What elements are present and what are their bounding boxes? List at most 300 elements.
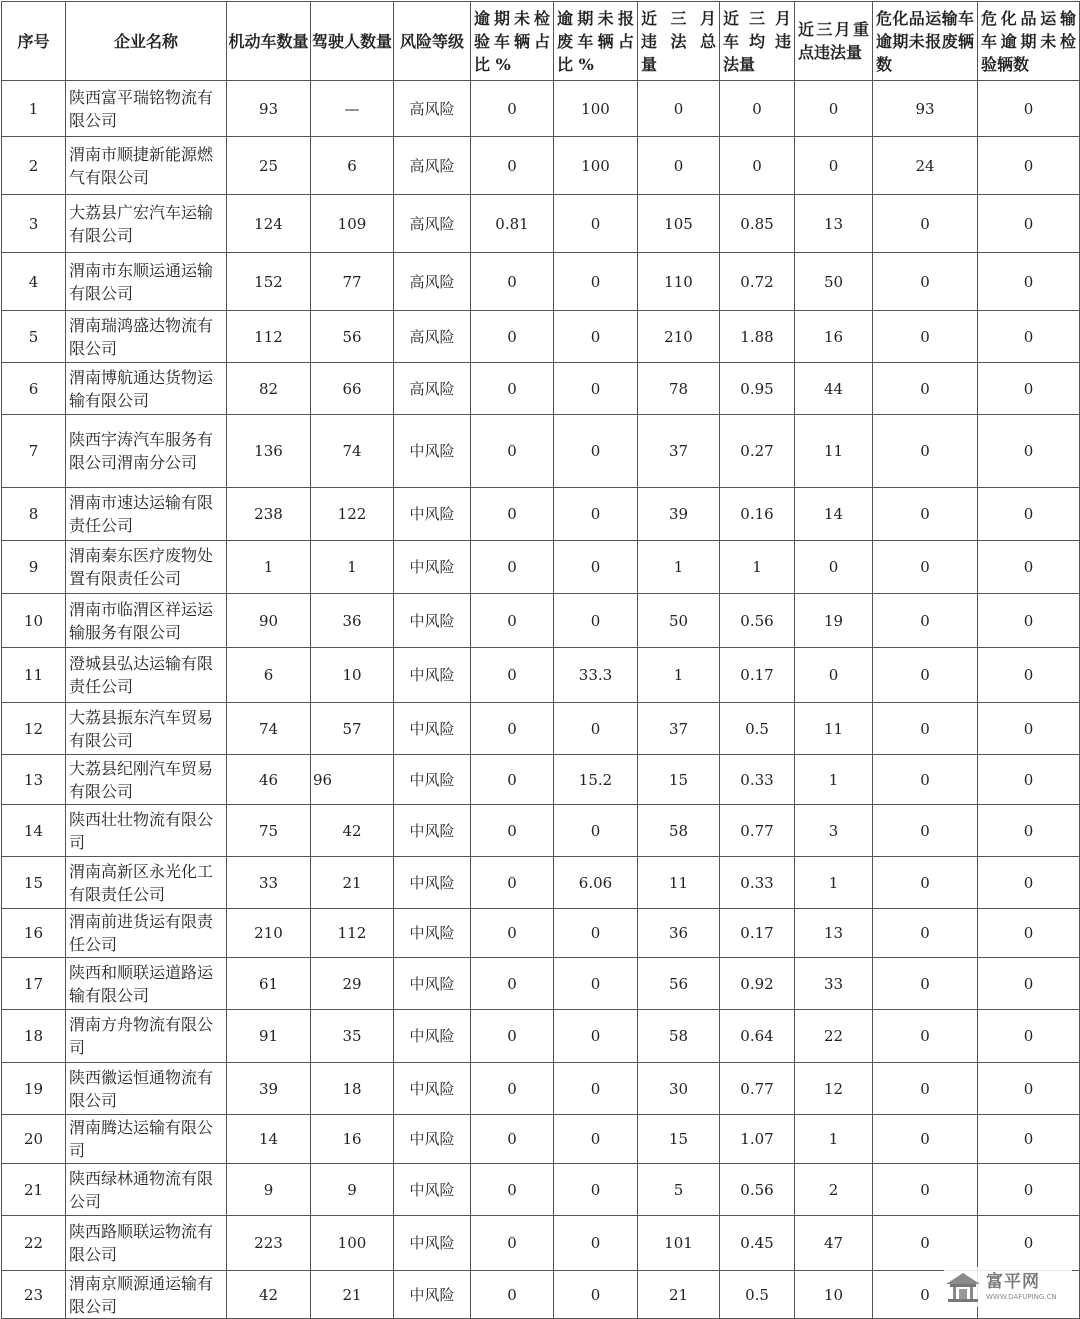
row-index-cell: 20	[2, 1115, 66, 1164]
data-cell: 中风险	[394, 857, 471, 909]
data-cell: 29	[311, 958, 394, 1010]
data-cell: 0	[471, 594, 554, 648]
data-cell: 0.5	[720, 703, 795, 755]
data-cell: 77	[311, 253, 394, 311]
data-cell: 0.77	[720, 805, 795, 857]
data-cell: 中风险	[394, 755, 471, 805]
company-name-cell: 渭南京顺源通运输有限公司	[66, 1271, 227, 1319]
data-cell: 0.56	[720, 1164, 795, 1216]
data-cell: 0.45	[720, 1216, 795, 1271]
data-cell: 0	[978, 909, 1080, 958]
data-cell: 0	[471, 857, 554, 909]
row-index-cell: 14	[2, 805, 66, 857]
data-cell: 0	[471, 311, 554, 363]
data-cell: 1	[638, 648, 720, 703]
data-cell: 1	[227, 541, 311, 594]
data-cell: 0	[554, 253, 638, 311]
table-row	[2, 195, 1080, 253]
col-header: 风险等级	[394, 2, 471, 81]
row-index-cell: 2	[2, 137, 66, 195]
data-cell: 0	[873, 488, 978, 541]
data-cell: 中风险	[394, 1010, 471, 1063]
data-cell: 0	[873, 311, 978, 363]
data-cell: 16	[311, 1115, 394, 1164]
data-cell: 中风险	[394, 594, 471, 648]
data-cell: 0	[873, 857, 978, 909]
company-name-cell: 渭南市东顺运通运输有限公司	[66, 253, 227, 311]
data-cell: 136	[227, 415, 311, 488]
data-cell: 0	[554, 594, 638, 648]
data-cell: 0	[873, 755, 978, 805]
data-cell: 37	[638, 703, 720, 755]
col-header: 驾驶人数量	[311, 2, 394, 81]
company-name-cell: 渭南市顺捷新能源燃气有限公司	[66, 137, 227, 195]
data-cell: 96	[311, 755, 394, 805]
data-cell: 61	[227, 958, 311, 1010]
table-row	[2, 594, 1080, 648]
data-cell: 11	[795, 703, 873, 755]
data-cell: 0	[554, 311, 638, 363]
data-cell: 90	[227, 594, 311, 648]
data-cell: 122	[311, 488, 394, 541]
data-cell: 0	[873, 363, 978, 415]
data-cell: 9	[227, 1164, 311, 1216]
data-cell: 0	[471, 415, 554, 488]
data-cell: 82	[227, 363, 311, 415]
row-index-cell: 12	[2, 703, 66, 755]
data-cell: 0	[978, 1115, 1080, 1164]
col-header: 逾期未报废车辆占比 %	[554, 2, 638, 81]
data-cell: 中风险	[394, 488, 471, 541]
table-row	[2, 415, 1080, 488]
table-row	[2, 755, 1080, 805]
data-cell: 0	[873, 1115, 978, 1164]
data-cell: 0.64	[720, 1010, 795, 1063]
data-cell: 中风险	[394, 648, 471, 703]
table-row	[2, 909, 1080, 958]
data-cell: 58	[638, 805, 720, 857]
data-cell: 0.33	[720, 857, 795, 909]
data-cell: 0	[978, 805, 1080, 857]
data-cell: 223	[227, 1216, 311, 1271]
data-cell: 0	[978, 755, 1080, 805]
data-cell: 6	[311, 137, 394, 195]
data-cell: 0	[795, 137, 873, 195]
data-cell: 0	[978, 488, 1080, 541]
data-cell: 47	[795, 1216, 873, 1271]
data-cell: 0.33	[720, 755, 795, 805]
data-cell: 50	[638, 594, 720, 648]
data-cell: 15	[638, 1115, 720, 1164]
watermark-url: WWW.DAFUPING.CN	[986, 1293, 1057, 1301]
data-cell: 56	[638, 958, 720, 1010]
data-cell: 39	[227, 1063, 311, 1115]
col-header: 近 三 月违 法 总量	[638, 2, 720, 81]
data-cell: 0	[471, 488, 554, 541]
data-cell: 中风险	[394, 1115, 471, 1164]
data-cell: 1	[720, 541, 795, 594]
data-cell: 0	[873, 195, 978, 253]
data-cell: 0	[554, 1010, 638, 1063]
data-cell: 6	[227, 648, 311, 703]
data-cell: 1	[311, 541, 394, 594]
data-cell: 0	[554, 541, 638, 594]
data-cell: 1.07	[720, 1115, 795, 1164]
row-index-cell: 17	[2, 958, 66, 1010]
row-index-cell: 10	[2, 594, 66, 648]
data-cell: 56	[311, 311, 394, 363]
data-cell: 中风险	[394, 909, 471, 958]
company-name-cell: 渭南市速达运输有限责任公司	[66, 488, 227, 541]
data-cell: 0	[471, 1115, 554, 1164]
table-row	[2, 648, 1080, 703]
company-name-cell: 渭南秦东医疗废物处置有限责任公司	[66, 541, 227, 594]
data-cell: 0	[554, 1164, 638, 1216]
data-cell: 0	[471, 81, 554, 137]
data-cell: 0	[471, 1216, 554, 1271]
company-name-cell: 渭南博航通达货物运输有限公司	[66, 363, 227, 415]
company-name-cell: 渭南高新区永光化工有限责任公司	[66, 857, 227, 909]
data-cell: 0.5	[720, 1271, 795, 1319]
data-cell: 0	[978, 1063, 1080, 1115]
row-index-cell: 19	[2, 1063, 66, 1115]
data-cell: 33.3	[554, 648, 638, 703]
data-cell: 24	[873, 137, 978, 195]
data-cell: 高风险	[394, 363, 471, 415]
data-cell: 13	[795, 909, 873, 958]
data-cell: 0	[978, 195, 1080, 253]
company-name-cell: 陕西富平瑞铭物流有限公司	[66, 81, 227, 137]
data-cell: 0	[873, 415, 978, 488]
data-cell: 46	[227, 755, 311, 805]
data-cell: 35	[311, 1010, 394, 1063]
company-name-cell: 陕西徽运恒通物流有限公司	[66, 1063, 227, 1115]
data-cell: 42	[227, 1271, 311, 1319]
data-cell: 22	[795, 1010, 873, 1063]
data-cell: 0	[554, 958, 638, 1010]
row-index-cell: 5	[2, 311, 66, 363]
company-name-cell: 渭南前进货运有限责任公司	[66, 909, 227, 958]
data-cell: 14	[795, 488, 873, 541]
table-row	[2, 1271, 1080, 1319]
table-row	[2, 1164, 1080, 1216]
row-index-cell: 6	[2, 363, 66, 415]
data-cell: 100	[554, 81, 638, 137]
col-header: 机动车数量	[227, 2, 311, 81]
data-cell: 0	[873, 703, 978, 755]
data-cell: 中风险	[394, 703, 471, 755]
data-cell: 0	[471, 909, 554, 958]
data-cell: 9	[311, 1164, 394, 1216]
col-header: 逾期未检验车辆占比 %	[471, 2, 554, 81]
data-cell: 中风险	[394, 1063, 471, 1115]
data-cell: 0	[554, 1063, 638, 1115]
col-header: 企业名称	[66, 2, 227, 81]
data-cell: 75	[227, 805, 311, 857]
data-cell: 238	[227, 488, 311, 541]
data-cell: 中风险	[394, 805, 471, 857]
data-cell: 0	[471, 958, 554, 1010]
table-row	[2, 137, 1080, 195]
watermark-text: 富平网	[986, 1272, 1040, 1292]
watermark	[944, 1267, 1072, 1307]
data-cell: 高风险	[394, 81, 471, 137]
data-cell: 0	[978, 703, 1080, 755]
data-cell: 0	[978, 253, 1080, 311]
data-cell: 91	[227, 1010, 311, 1063]
data-cell: 0	[978, 1164, 1080, 1216]
row-index-cell: 16	[2, 909, 66, 958]
data-cell: 0.56	[720, 594, 795, 648]
data-cell: 0.92	[720, 958, 795, 1010]
data-cell: 0	[873, 1216, 978, 1271]
company-name-cell: 大荔县纪刚汽车贸易有限公司	[66, 755, 227, 805]
table-row	[2, 363, 1080, 415]
data-cell: 1	[795, 857, 873, 909]
data-cell: 0	[978, 648, 1080, 703]
data-cell: 100	[311, 1216, 394, 1271]
data-cell: 中风险	[394, 541, 471, 594]
table-row	[2, 1115, 1080, 1164]
data-cell: 19	[795, 594, 873, 648]
col-header: 序号	[2, 2, 66, 81]
data-cell: 0	[638, 81, 720, 137]
data-cell: 0	[471, 1063, 554, 1115]
data-cell: 高风险	[394, 311, 471, 363]
data-cell: 0.16	[720, 488, 795, 541]
row-index-cell: 21	[2, 1164, 66, 1216]
data-cell: 0	[978, 137, 1080, 195]
data-cell: 0	[471, 363, 554, 415]
data-cell: 0	[554, 703, 638, 755]
data-cell: 0	[554, 1216, 638, 1271]
data-cell: 112	[227, 311, 311, 363]
data-cell: 0	[471, 703, 554, 755]
data-cell: 44	[795, 363, 873, 415]
company-name-cell: 渭南瑞鸿盛达物流有限公司	[66, 311, 227, 363]
data-cell: 0	[873, 541, 978, 594]
data-cell: 0.95	[720, 363, 795, 415]
data-cell: 25	[227, 137, 311, 195]
data-cell: 高风险	[394, 195, 471, 253]
table-row	[2, 1010, 1080, 1063]
data-cell: 21	[311, 857, 394, 909]
row-index-cell: 22	[2, 1216, 66, 1271]
data-cell: 1	[638, 541, 720, 594]
data-cell: 112	[311, 909, 394, 958]
risk-enterprise-table	[1, 1, 1080, 1319]
row-index-cell: 4	[2, 253, 66, 311]
data-cell: 0	[471, 1271, 554, 1319]
data-cell: 0	[873, 648, 978, 703]
data-cell: 50	[795, 253, 873, 311]
data-cell: 0	[471, 1010, 554, 1063]
company-name-cell: 陕西路顺联运物流有限公司	[66, 1216, 227, 1271]
data-cell: 39	[638, 488, 720, 541]
data-cell: 21	[311, 1271, 394, 1319]
data-cell: 105	[638, 195, 720, 253]
data-cell: 0	[978, 311, 1080, 363]
data-cell: 0.77	[720, 1063, 795, 1115]
data-cell: 0	[471, 805, 554, 857]
data-cell: 37	[638, 415, 720, 488]
data-cell: 0.85	[720, 195, 795, 253]
company-name-cell: 陕西和顺联运道路运输有限公司	[66, 958, 227, 1010]
data-cell: 109	[311, 195, 394, 253]
data-cell: 0	[471, 648, 554, 703]
data-cell: 高风险	[394, 137, 471, 195]
data-cell: 0	[978, 857, 1080, 909]
col-header: 危化品运输车逾期未检验辆数	[978, 2, 1080, 81]
row-index-cell: 9	[2, 541, 66, 594]
table-row	[2, 805, 1080, 857]
data-cell: 0	[471, 1164, 554, 1216]
data-cell: 152	[227, 253, 311, 311]
table-body	[2, 81, 1080, 1319]
data-cell: 12	[795, 1063, 873, 1115]
data-cell: 0.72	[720, 253, 795, 311]
data-cell: 0	[554, 1115, 638, 1164]
data-cell: 110	[638, 253, 720, 311]
data-cell: 10	[311, 648, 394, 703]
company-name-cell: 渭南方舟物流有限公司	[66, 1010, 227, 1063]
row-index-cell: 8	[2, 488, 66, 541]
data-cell: 0	[720, 137, 795, 195]
row-index-cell: 7	[2, 415, 66, 488]
data-cell: 42	[311, 805, 394, 857]
data-cell: 16	[795, 311, 873, 363]
data-cell: 100	[554, 137, 638, 195]
data-cell: 33	[227, 857, 311, 909]
row-index-cell: 11	[2, 648, 66, 703]
data-cell: 30	[638, 1063, 720, 1115]
data-cell: 2	[795, 1164, 873, 1216]
data-cell: 0	[873, 1271, 978, 1319]
data-cell: 33	[795, 958, 873, 1010]
data-cell: 0	[978, 594, 1080, 648]
data-cell: 0	[873, 958, 978, 1010]
data-cell: 0	[873, 909, 978, 958]
data-cell: 0	[471, 137, 554, 195]
data-cell: 124	[227, 195, 311, 253]
data-cell: 0	[978, 958, 1080, 1010]
row-index-cell: 18	[2, 1010, 66, 1063]
data-cell: 0	[554, 909, 638, 958]
data-cell: 0	[978, 415, 1080, 488]
data-cell: 0.81	[471, 195, 554, 253]
data-cell: 0	[471, 755, 554, 805]
data-cell: 0.17	[720, 909, 795, 958]
table-row	[2, 958, 1080, 1010]
data-cell: 中风险	[394, 415, 471, 488]
company-name-cell: 大荔县广宏汽车运输有限公司	[66, 195, 227, 253]
data-cell: 0	[554, 805, 638, 857]
data-cell: 15.2	[554, 755, 638, 805]
data-cell: 0	[554, 363, 638, 415]
data-cell: 93	[873, 81, 978, 137]
data-cell: 18	[311, 1063, 394, 1115]
data-cell: 13	[795, 195, 873, 253]
data-cell: 0	[795, 648, 873, 703]
row-index-cell: 1	[2, 81, 66, 137]
data-cell: —	[311, 81, 394, 137]
data-cell: 0	[554, 415, 638, 488]
pavilion-logo-icon	[944, 1270, 982, 1304]
table-row	[2, 541, 1080, 594]
company-name-cell: 陕西绿林通物流有限公司	[66, 1164, 227, 1216]
data-cell: 101	[638, 1216, 720, 1271]
data-cell: 210	[638, 311, 720, 363]
data-cell: 93	[227, 81, 311, 137]
company-name-cell: 渭南腾达运输有限公司	[66, 1115, 227, 1164]
data-cell: 0	[978, 1216, 1080, 1271]
col-header: 近三月重点违法量	[795, 2, 873, 81]
data-cell: 6.06	[554, 857, 638, 909]
data-cell: 1	[795, 755, 873, 805]
data-cell: 21	[638, 1271, 720, 1319]
data-cell: 0	[978, 1010, 1080, 1063]
data-cell: 1	[795, 1115, 873, 1164]
data-cell: 11	[638, 857, 720, 909]
table-row	[2, 1216, 1080, 1271]
data-cell: 0	[554, 488, 638, 541]
company-name-cell: 大荔县振东汽车贸易有限公司	[66, 703, 227, 755]
data-cell: 中风险	[394, 958, 471, 1010]
data-cell: 66	[311, 363, 394, 415]
data-cell: 高风险	[394, 253, 471, 311]
data-cell: 5	[638, 1164, 720, 1216]
data-cell: 0.17	[720, 648, 795, 703]
data-cell: 0	[873, 1164, 978, 1216]
data-cell: 0	[720, 81, 795, 137]
data-cell: 15	[638, 755, 720, 805]
row-index-cell: 3	[2, 195, 66, 253]
data-cell: 0	[978, 541, 1080, 594]
data-cell: 36	[638, 909, 720, 958]
table-row	[2, 703, 1080, 755]
data-cell: 78	[638, 363, 720, 415]
company-name-cell: 渭南市临渭区祥运运输服务有限公司	[66, 594, 227, 648]
data-cell: 1.88	[720, 311, 795, 363]
data-cell: 14	[227, 1115, 311, 1164]
data-cell: 中风险	[394, 1216, 471, 1271]
company-name-cell: 陕西宇涛汽车服务有限公司渭南分公司	[66, 415, 227, 488]
table-row	[2, 311, 1080, 363]
company-name-cell: 澄城县弘达运输有限责任公司	[66, 648, 227, 703]
data-cell: 0	[471, 253, 554, 311]
data-cell: 0	[795, 81, 873, 137]
data-cell: 0	[873, 1010, 978, 1063]
col-header: 近 三 月车 均 违法量	[720, 2, 795, 81]
data-cell: 10	[795, 1271, 873, 1319]
table-row	[2, 1063, 1080, 1115]
data-cell: 中风险	[394, 1164, 471, 1216]
data-cell: 0	[638, 137, 720, 195]
data-cell: 中风险	[394, 1271, 471, 1319]
data-cell: 0	[978, 81, 1080, 137]
data-cell: 0	[795, 541, 873, 594]
data-cell: 0	[873, 253, 978, 311]
company-name-cell: 陕西壮壮物流有限公司	[66, 805, 227, 857]
data-cell: 0	[554, 1271, 638, 1319]
table-header-row	[2, 2, 1080, 81]
data-cell: 0	[873, 1063, 978, 1115]
table-row	[2, 81, 1080, 137]
data-cell: 0.27	[720, 415, 795, 488]
data-cell: 74	[311, 415, 394, 488]
data-cell: 74	[227, 703, 311, 755]
data-cell: 0	[873, 594, 978, 648]
